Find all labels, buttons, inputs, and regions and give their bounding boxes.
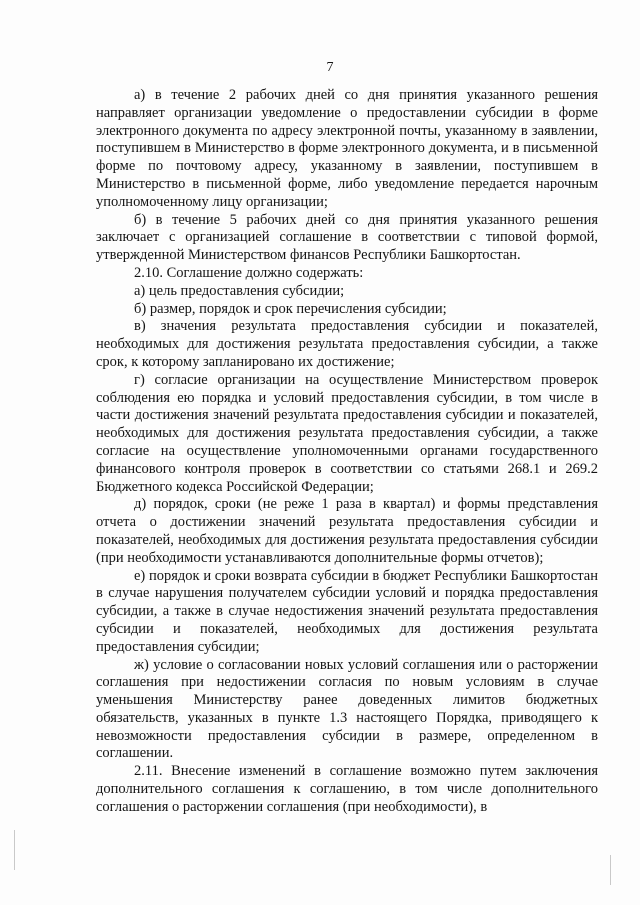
paragraph-2-10-g: г) согласие организации на осуществление Министерством проверок соблюдения ею порядка и условий предоставления субсидии, в том числе в части достижения значений результата предоставления субсидии и показателей, необходимых для достижения результата предоставления субсидии, а также согласие на осуществление уполномоченными органами государственного финансового контроля проверок в соответствии со статьями 268.1 и 269.2 Бюджетного кодекса Российской Федерации; bbox=[96, 371, 598, 495]
paragraph-2-10-zh: ж) условие о согласовании новых условий соглашения или о расторжении соглашения при недостижении согласия по новым условиям в случае уменьшения Министерству ранее доведенных лимитов бюджетных обязательств, указанных в пункте 1.3 настоящего Порядка, приводящего к невозможности предоставления субсидии в размере, определенном в соглашении. bbox=[96, 656, 598, 762]
paragraph-2-10-a: а) цель предоставления субсидии; bbox=[134, 282, 345, 299]
document-body bbox=[96, 87, 598, 817]
paragraph-2-10-heading: 2.10. Соглашение должно содержать: bbox=[134, 264, 364, 281]
paragraph-2-10-b: б) размер, порядок и срок перечисления субсидии; bbox=[134, 300, 447, 317]
paragraph-2-9-b: б) в течение 5 рабочих дней со дня принятия указанного решения заключает с организацией соглашение в соответствии с типовой формой, утвержденной Министерством финансов Республики Башкортостан. bbox=[96, 211, 598, 264]
scan-margin-mark bbox=[14, 830, 15, 870]
paragraph-2-10-e: е) порядок и сроки возврата субсидии в бюджет Республики Башкортостан в случае нарушения получателем субсидии условий и порядка предоставления субсидии, а также в случае недостижения значений результата предоставления субсидии и показателей, необходимых для достижения результата предоставления субсидии; bbox=[96, 567, 598, 655]
scan-margin-mark bbox=[610, 855, 611, 885]
page-number: 7 bbox=[326, 60, 334, 75]
paragraph-2-9-a: а) в течение 2 рабочих дней со дня принятия указанного решения направляет организации уведомление о предоставлении субсидии в форме электронного документа по адресу электронной почты, указанному в заявлении, поступившем в Министерство в форме электронного документа, и в письменной форме по почтовому адресу, указанному в заявлении, поступившем в Министерство в письменной форме, либо уведомление передается нарочным уполномоченному лицу организации; bbox=[96, 87, 598, 210]
paragraph-2-10-v: в) значения результата предоставления субсидии и показателей, необходимых для достижения результата предоставления субсидии, а также срок, к которому запланировано их достижение; bbox=[96, 318, 598, 370]
paragraph-2-10-d: д) порядок, сроки (не реже 1 раза в квартал) и формы представления отчета о достижении значений результата предоставления субсидии и показателей, необходимых для достижения результата предоставления субсидии (при необходимости устанавливаются дополнительные формы отчетов); bbox=[96, 496, 598, 566]
paragraph-2-11: 2.11. Внесение изменений в соглашение возможно путем заключения дополнительного соглашения к соглашению, в том числе дополнительного соглашения о расторжении соглашения (при необходимости), в bbox=[96, 763, 598, 815]
